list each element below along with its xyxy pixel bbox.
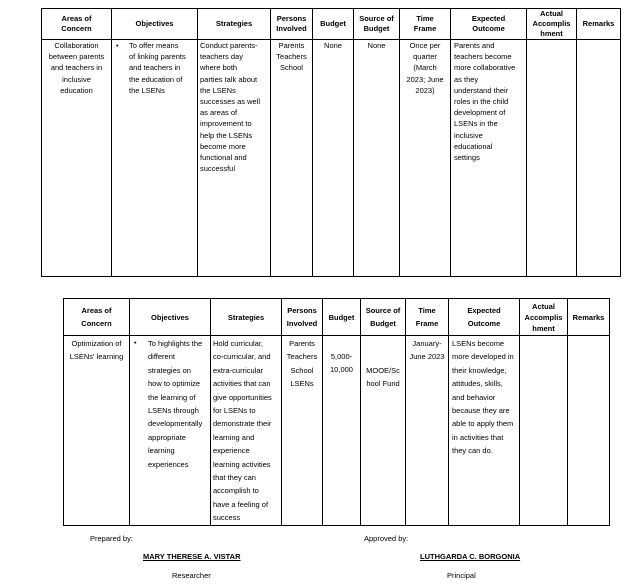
outcome-text: Parents and teachers become more collaborative as they understand their roles in the child development of LSENs in the inclusive educational settings — [454, 41, 516, 163]
time-text: Once per quarter (March 2023; June 2023) — [406, 41, 444, 95]
time-cell — [400, 40, 451, 277]
objective-cell — [112, 40, 198, 277]
action-plan-table-2 — [63, 298, 610, 526]
budget-text: 5,000- 10,000 — [330, 352, 353, 375]
persons-text: Parents Teachers School — [276, 41, 307, 73]
header-budget: Budget — [313, 9, 354, 40]
area-text: Optimization of LSENs' learning — [69, 339, 124, 362]
area-text: Collaboration between parents and teachers in inclusive education — [48, 41, 105, 95]
actual-text — [520, 336, 567, 337]
table-row — [42, 40, 621, 277]
header-persons-involved: Persons Involved — [271, 9, 313, 40]
header-strategies: Strategies — [211, 299, 282, 336]
header-time-frame: Time Frame — [400, 9, 451, 40]
header-expected-outcome: Expected Outcome — [451, 9, 527, 40]
header-actual-accomplishment: Actual Accomplis hment — [527, 9, 577, 40]
area-cell — [42, 40, 112, 277]
area-cell — [64, 336, 130, 526]
budget-cell — [313, 40, 354, 277]
strategies-text: Conduct parents- teachers day where both parties talk about the LSENs successes as well as areas of improvement to help the LSENs become more functional and successful — [200, 41, 261, 174]
prepared-by-name: MARY THERESE A. VISTAR — [143, 552, 241, 561]
prepared-by-label: Prepared by: — [90, 534, 133, 543]
action-plan-table-1 — [41, 8, 621, 277]
bullet-icon: • — [116, 41, 119, 50]
objective-cell — [130, 336, 211, 526]
persons-text: Parents Teachers School LSENs — [286, 339, 318, 389]
header-areas-of-concern: Areas of Concern — [64, 299, 130, 336]
header-actual-accomplishment: Actual Accomplis hment — [520, 299, 568, 336]
strategies-text: Hold curricular, co-curricular, and extra-curricular activities that can give opportunities for LSENs to demonstrate their learning and experience learning activities that they can accomplish to have a feeling of success — [213, 339, 272, 523]
header-source-of-budget: Source of Budget — [361, 299, 406, 336]
header-persons-involved: Persons Involved — [282, 299, 323, 336]
header-areas-of-concern: Areas of Concern — [42, 9, 112, 40]
outcome-text: LSENs become more developed in their knowledge, attitudes, skills, and behavior because they are able to apply them in activities that they can do. — [452, 339, 514, 456]
persons-cell — [271, 40, 313, 277]
table-row — [64, 336, 610, 526]
header-time-frame: Time Frame — [406, 299, 449, 336]
approved-by-name: LUTHGARDA C. BORGONIA — [420, 552, 521, 561]
header-remarks: Remarks — [577, 9, 621, 40]
approved-by-label: Approved by: — [364, 534, 409, 543]
strategies-cell — [211, 336, 282, 526]
remarks-cell — [568, 336, 610, 526]
source-cell — [361, 336, 406, 526]
approved-by-title: Principal — [447, 571, 476, 580]
prepared-by-title: Researcher — [172, 571, 211, 580]
budget-text: None — [324, 41, 342, 50]
header-strategies: Strategies — [198, 9, 271, 40]
remarks-text — [568, 336, 609, 337]
header-objectives: Objectives — [112, 9, 198, 40]
header-objectives: Objectives — [130, 299, 211, 336]
remarks-cell — [577, 40, 621, 277]
source-text: None — [367, 41, 386, 50]
persons-cell — [282, 336, 323, 526]
budget-cell — [323, 336, 361, 526]
header-source-of-budget: Source of Budget — [354, 9, 400, 40]
outcome-cell — [449, 336, 520, 526]
time-cell — [406, 336, 449, 526]
actual-cell — [527, 40, 577, 277]
header-row — [64, 299, 610, 336]
objective-text: To highlights the different strategies on how to optimize the learning of LSENs through developmentally appropriate learning experiences — [148, 339, 203, 469]
header-budget: Budget — [323, 299, 361, 336]
header-expected-outcome: Expected Outcome — [449, 299, 520, 336]
source-cell — [354, 40, 400, 277]
time-text: January- June 2023 — [409, 339, 445, 362]
actual-cell — [520, 336, 568, 526]
outcome-cell — [451, 40, 527, 277]
bullet-icon: • — [134, 338, 137, 347]
header-remarks: Remarks — [568, 299, 610, 336]
strategies-cell — [198, 40, 271, 277]
objective-text: To offer means of linking parents and teachers in the education of the LSENs — [129, 41, 186, 95]
header-row — [42, 9, 621, 40]
source-text: MOOE/Sc hool Fund — [366, 366, 400, 389]
